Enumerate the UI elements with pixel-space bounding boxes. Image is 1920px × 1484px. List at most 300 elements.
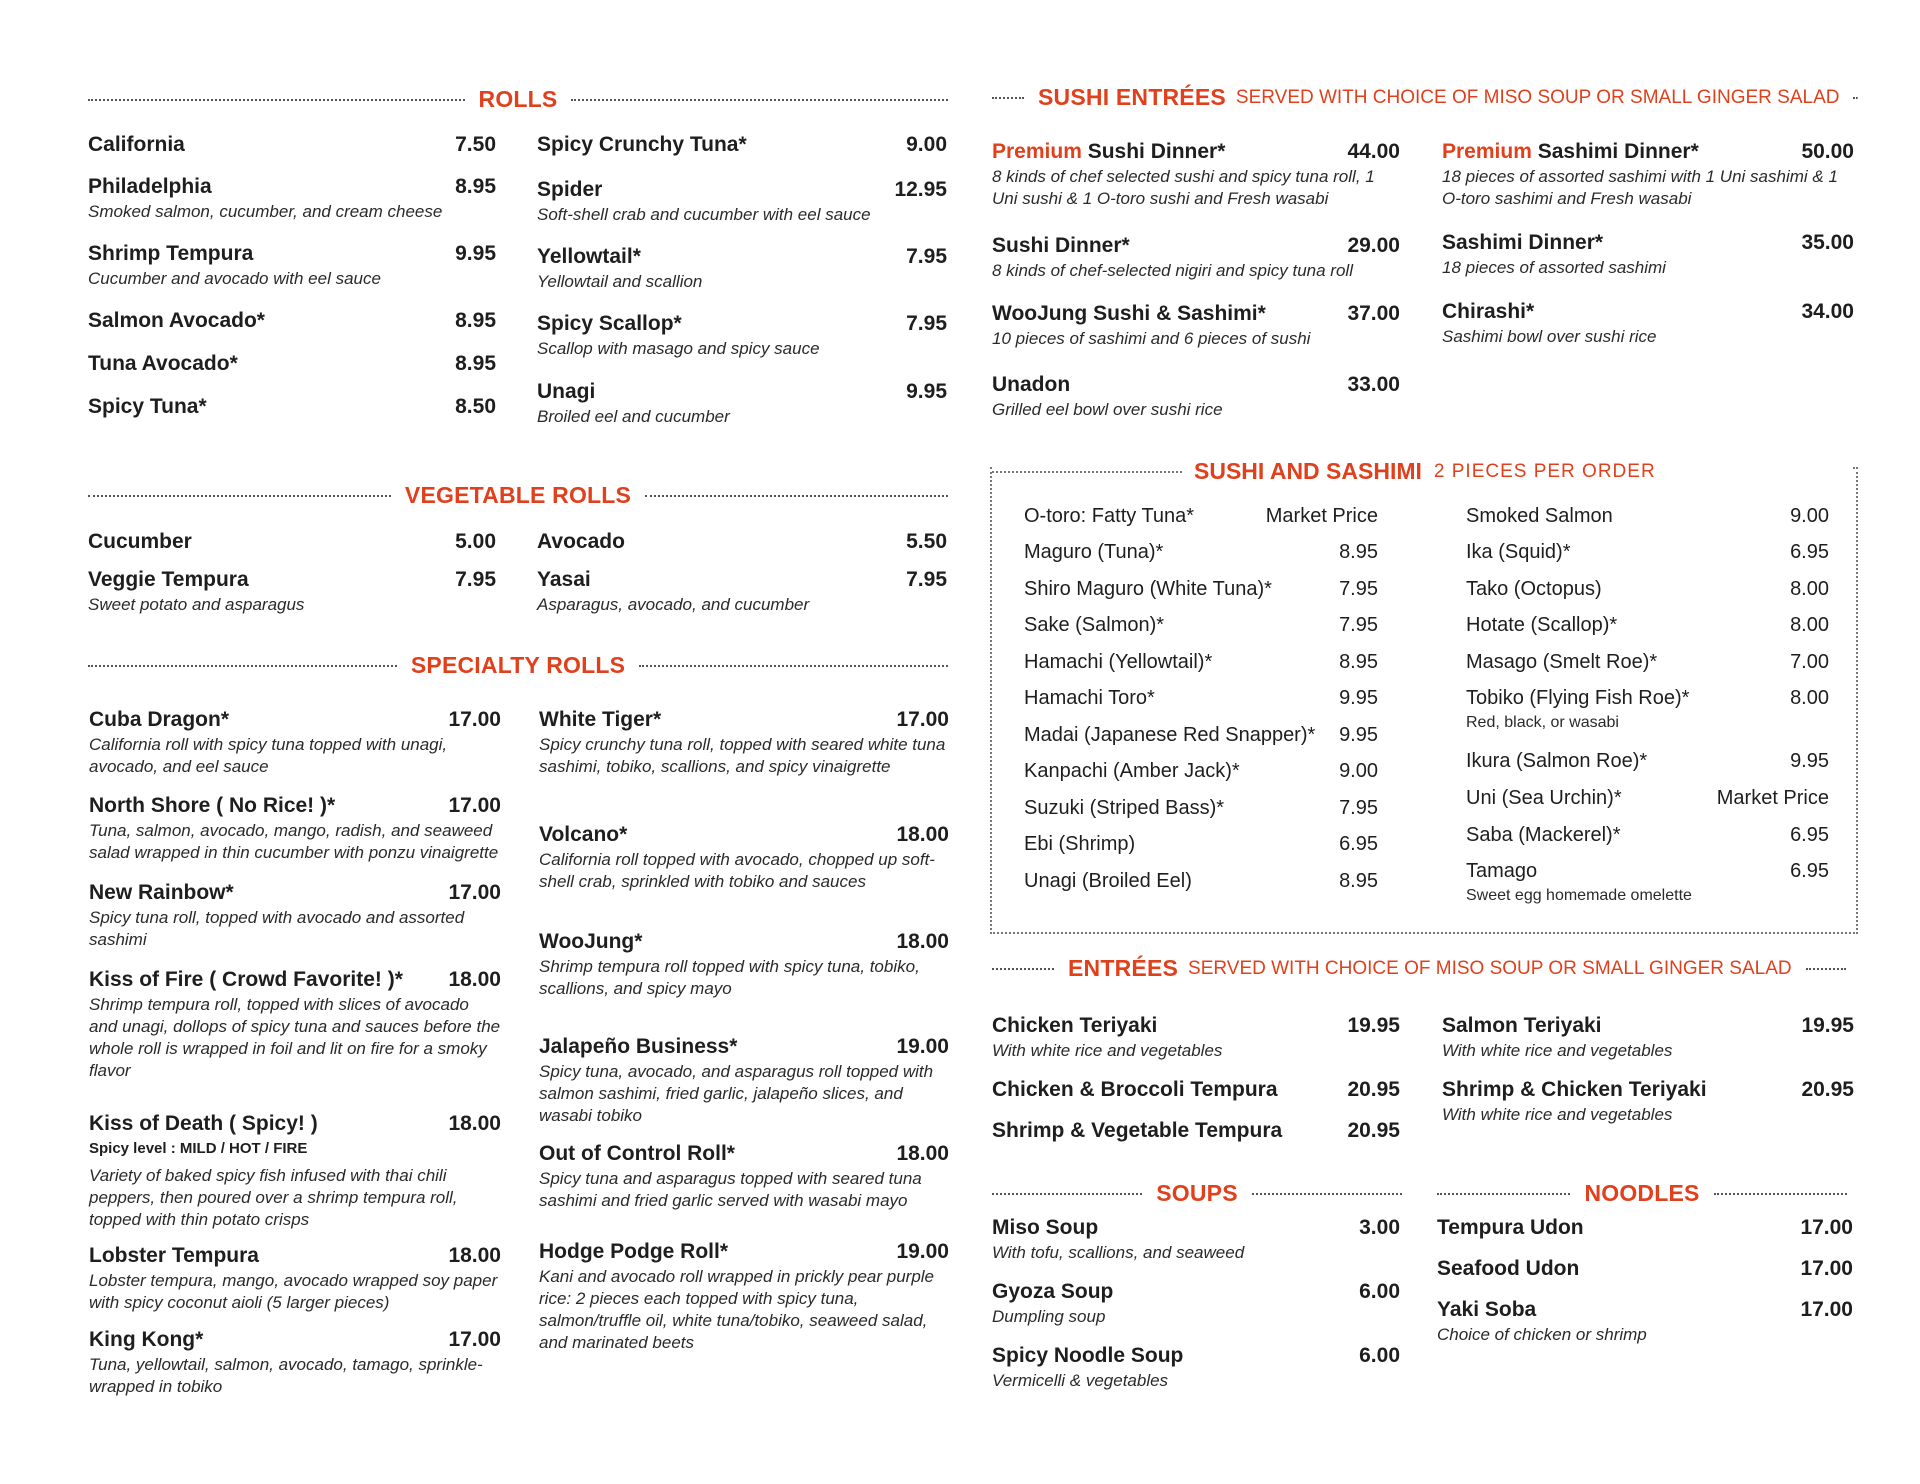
menu-item-description: Soft-shell crab and cucumber with eel sauce bbox=[537, 205, 871, 224]
menu-item-name-text: Salmon Avocado* bbox=[88, 309, 265, 332]
menu-item-name bbox=[1024, 505, 1194, 528]
menu-item-price: 7.50 bbox=[455, 133, 496, 156]
menu-item-price: 18.00 bbox=[896, 1142, 949, 1165]
menu-item-name-text: Spicy Tuna* bbox=[88, 395, 207, 418]
menu-item-price: 20.95 bbox=[1347, 1078, 1400, 1101]
section-title: NOODLES bbox=[1584, 1180, 1700, 1206]
menu-item-name-text: Kiss of Fire ( Crowd Favorite! )* bbox=[89, 968, 403, 991]
menu-item-name bbox=[1466, 578, 1602, 601]
divider bbox=[1806, 968, 1846, 970]
menu-item-description: Cucumber and avocado with eel sauce bbox=[88, 269, 381, 288]
menu-item-name bbox=[539, 1035, 737, 1059]
menu-item-name-text: Sushi Dinner* bbox=[992, 234, 1130, 257]
menu-item-description: Shrimp tempura roll, topped with slices of avocado and unagi, dollops of spicy tuna and sauces before the whole roll is wrapped in foil and lit on fire for a smoky flavor bbox=[89, 995, 501, 1080]
menu-item-name bbox=[992, 1014, 1157, 1038]
menu-item bbox=[88, 395, 496, 419]
menu-item-price: 33.00 bbox=[1347, 373, 1400, 396]
divider bbox=[88, 495, 391, 497]
menu-item-price: 9.95 bbox=[1339, 687, 1378, 709]
menu-item-row bbox=[1024, 870, 1378, 893]
menu-item-row bbox=[1437, 1216, 1853, 1240]
divider bbox=[1252, 1193, 1402, 1195]
menu-item-price: 8.95 bbox=[455, 175, 496, 198]
menu-item-description: Spicy tuna, avocado, and asparagus roll topped with salmon sashimi, fried garlic, jalapeño slices, and wasabi tobiko bbox=[539, 1062, 934, 1125]
menu-item-description: Yellowtail and scallion bbox=[537, 272, 703, 291]
menu-item bbox=[89, 708, 501, 778]
menu-item-price: 7.95 bbox=[1339, 578, 1378, 600]
menu-item-name bbox=[1437, 1216, 1584, 1240]
menu-item-price: 17.00 bbox=[896, 708, 949, 731]
menu-item-row bbox=[1024, 760, 1378, 783]
menu-item-name-text: Chirashi* bbox=[1442, 300, 1535, 323]
menu-item-row bbox=[537, 245, 947, 269]
menu-item-name bbox=[1466, 687, 1689, 710]
menu-item bbox=[88, 309, 496, 333]
menu-item-description: Lobster tempura, mango, avocado wrapped soy paper with spicy coconut aioli (5 larger pieces) bbox=[89, 1271, 498, 1312]
menu-item-name bbox=[1466, 787, 1622, 810]
menu-item bbox=[1466, 750, 1829, 773]
menu-item-price: 9.00 bbox=[1790, 505, 1829, 527]
menu-item-price: 9.95 bbox=[455, 242, 496, 265]
menu-item bbox=[1466, 614, 1829, 637]
menu-item bbox=[537, 312, 947, 360]
section-subtitle: SERVED WITH CHOICE OF MISO SOUP OR SMALL GINGER SALAD bbox=[1235, 86, 1840, 108]
menu-item-description: Vermicelli & vegetables bbox=[992, 1371, 1169, 1390]
menu-item-description: 8 kinds of chef-selected nigiri and spicy tuna roll bbox=[992, 261, 1353, 280]
menu-item bbox=[89, 794, 501, 864]
menu-item bbox=[1437, 1298, 1853, 1346]
menu-item bbox=[89, 968, 501, 1082]
menu-item-name-text: Ebi (Shrimp) bbox=[1024, 833, 1136, 855]
divider bbox=[88, 665, 397, 667]
menu-item-row bbox=[537, 530, 947, 554]
rolls-header bbox=[88, 86, 948, 113]
menu-item-row bbox=[1024, 614, 1378, 637]
menu-item bbox=[88, 133, 496, 157]
menu-item-name bbox=[992, 234, 1130, 258]
menu-item-row bbox=[89, 968, 501, 992]
menu-item-name-text: Tamago bbox=[1466, 860, 1538, 882]
menu-item-name bbox=[1437, 1257, 1579, 1281]
section-title: SUSHI ENTRÉES bbox=[1038, 84, 1226, 110]
menu-item-name bbox=[1466, 651, 1657, 674]
menu-item bbox=[1442, 300, 1854, 348]
menu-item-description: Choice of chicken or shrimp bbox=[1437, 1325, 1647, 1344]
menu-item-price: 8.00 bbox=[1790, 687, 1829, 709]
menu-item-row bbox=[539, 1240, 949, 1264]
menu-item bbox=[89, 1328, 501, 1398]
section-title: SPECIALTY ROLLS bbox=[410, 652, 626, 678]
menu-item-price: 9.00 bbox=[1339, 760, 1378, 782]
menu-item-row bbox=[539, 823, 949, 847]
menu-item-price: 37.00 bbox=[1347, 302, 1400, 325]
menu-item-name-text: WooJung* bbox=[539, 930, 643, 953]
menu-item bbox=[1024, 541, 1378, 564]
menu-item-row bbox=[1466, 541, 1829, 564]
menu-item-name-text: Tobiko (Flying Fish Roe)* bbox=[1466, 687, 1690, 709]
menu-item bbox=[992, 373, 1400, 421]
divider bbox=[992, 968, 1054, 970]
menu-item-name bbox=[89, 968, 403, 992]
menu-item-price: 17.00 bbox=[448, 881, 501, 904]
menu-item-row bbox=[1442, 231, 1854, 255]
menu-item-name bbox=[1024, 687, 1155, 710]
menu-item-name-text: Ikura (Salmon Roe)* bbox=[1466, 750, 1648, 772]
menu-item-row bbox=[1024, 833, 1378, 856]
menu-item-row bbox=[89, 1328, 501, 1352]
menu-item bbox=[992, 140, 1400, 210]
menu-item-row bbox=[1024, 541, 1378, 564]
menu-item-row bbox=[1466, 860, 1829, 883]
menu-item bbox=[537, 568, 947, 616]
menu-item-row bbox=[1466, 750, 1829, 773]
spicy-level: Spicy level : MILD / HOT / FIRE bbox=[89, 1140, 308, 1157]
menu-item-price: 7.95 bbox=[906, 312, 947, 335]
menu-item-price: 6.00 bbox=[1359, 1280, 1400, 1303]
menu-item-name-text: Unagi bbox=[537, 380, 596, 403]
menu-item-description: Asparagus, avocado, and cucumber bbox=[537, 595, 810, 614]
section-title: ROLLS bbox=[478, 86, 558, 112]
menu-item-row bbox=[992, 140, 1400, 164]
menu-item-price: 20.95 bbox=[1347, 1119, 1400, 1142]
menu-item-name-text: Volcano* bbox=[539, 823, 628, 846]
menu-item-description: Variety of baked spicy fish infused with thai chili peppers, then poured over a shrimp tempura roll, topped with thin potato crisps bbox=[89, 1166, 458, 1229]
menu-item-price: Market Price bbox=[1716, 787, 1829, 809]
menu-item-row bbox=[539, 708, 949, 732]
menu-item-price: 6.95 bbox=[1790, 541, 1829, 563]
menu-item-name-text: Yellowtail* bbox=[537, 245, 641, 268]
menu-item-name-text: New Rainbow* bbox=[89, 881, 234, 904]
divider bbox=[645, 495, 948, 497]
menu-item-row bbox=[992, 1216, 1400, 1240]
menu-item-name-text: Sushi Dinner* bbox=[1087, 140, 1226, 163]
menu-item-row bbox=[992, 1119, 1400, 1143]
menu-item bbox=[537, 178, 947, 226]
menu-item bbox=[992, 1280, 1400, 1328]
menu-item bbox=[992, 1119, 1400, 1143]
menu-item-name-text: Sashimi Dinner* bbox=[1537, 140, 1699, 163]
menu-item-name bbox=[1024, 870, 1192, 893]
menu-item bbox=[89, 1244, 501, 1314]
menu-item-price: 19.00 bbox=[896, 1035, 949, 1058]
menu-item-name-text: King Kong* bbox=[89, 1328, 204, 1351]
menu-item-price: 17.00 bbox=[448, 794, 501, 817]
menu-item-row bbox=[992, 302, 1400, 326]
menu-item bbox=[992, 1078, 1400, 1102]
menu-item-name-text: Hodge Podge Roll* bbox=[539, 1240, 728, 1263]
menu-item-name bbox=[89, 1328, 203, 1352]
menu-item-name bbox=[89, 708, 229, 732]
menu-item-description: California roll with spicy tuna topped with unagi, avocado, and eel sauce bbox=[89, 735, 448, 776]
menu-item-name-text: Cuba Dragon* bbox=[89, 708, 230, 731]
menu-item-name-text: Salmon Teriyaki bbox=[1442, 1014, 1602, 1037]
menu-item-name bbox=[537, 133, 747, 157]
menu-item-row bbox=[1466, 824, 1829, 847]
menu-item-row bbox=[1466, 505, 1829, 528]
menu-item-name bbox=[1466, 750, 1647, 773]
menu-item-description: 18 pieces of assorted sashimi with 1 Uni sashimi & 1 O-toro sashimi and Fresh wasabi bbox=[1442, 167, 1838, 208]
menu-item-row bbox=[89, 881, 501, 905]
menu-item-name-text: Tuna Avocado* bbox=[88, 352, 238, 375]
menu-item-name-text: Chicken Teriyaki bbox=[992, 1014, 1158, 1037]
menu-item bbox=[992, 1014, 1400, 1062]
menu-item bbox=[1466, 505, 1829, 528]
menu-item-description: Dumpling soup bbox=[992, 1307, 1106, 1326]
menu-item-row bbox=[992, 1078, 1400, 1102]
menu-item-row bbox=[992, 1280, 1400, 1304]
menu-item-name bbox=[537, 178, 602, 202]
menu-item-row bbox=[1466, 578, 1829, 601]
menu-item bbox=[1024, 505, 1378, 528]
menu-item bbox=[1024, 833, 1378, 856]
menu-item-name bbox=[537, 312, 682, 336]
menu-item-name-text: Yasai bbox=[537, 568, 591, 591]
menu-item bbox=[1437, 1216, 1853, 1240]
section-subtitle: SERVED WITH CHOICE OF MISO SOUP OR SMALL GINGER SALAD bbox=[1188, 957, 1792, 979]
menu-item-price: 18.00 bbox=[896, 823, 949, 846]
menu-item bbox=[992, 302, 1400, 350]
menu-item-name-text: Maguro (Tuna)* bbox=[1024, 541, 1164, 563]
menu-item-row bbox=[88, 530, 496, 554]
menu-item-name bbox=[539, 930, 642, 954]
menu-item-description: 18 pieces of assorted sashimi bbox=[1442, 258, 1666, 277]
menu-item bbox=[1024, 797, 1378, 820]
menu-item-price: 6.95 bbox=[1790, 824, 1829, 846]
menu-item-name-text: Spicy Noodle Soup bbox=[992, 1344, 1184, 1367]
sushi-sashimi-header bbox=[992, 458, 1852, 485]
menu-item-accent: Premium bbox=[992, 140, 1088, 163]
menu-item-description: With white rice and vegetables bbox=[1442, 1041, 1673, 1060]
menu-item-price: 7.95 bbox=[1339, 614, 1378, 636]
menu-item-name-text: Uni (Sea Urchin)* bbox=[1466, 787, 1622, 809]
menu-item-name-text: Veggie Tempura bbox=[88, 568, 249, 591]
menu-item-name-text: Yaki Soba bbox=[1437, 1298, 1537, 1321]
menu-item-row bbox=[88, 175, 496, 199]
menu-item bbox=[88, 352, 496, 376]
menu-item-name bbox=[537, 530, 625, 554]
menu-item-name bbox=[1466, 860, 1537, 883]
menu-item-price: 8.95 bbox=[1339, 541, 1378, 563]
menu-item-name-text: Cucumber bbox=[88, 530, 192, 553]
menu-item-name bbox=[992, 1280, 1113, 1304]
menu-item-name bbox=[88, 352, 238, 376]
menu-item-price: 17.00 bbox=[1800, 1298, 1853, 1321]
menu-item-name-text: Shrimp & Chicken Teriyaki bbox=[1442, 1078, 1707, 1101]
menu-item-name bbox=[88, 242, 253, 266]
menu-item-name-text: Jalapeño Business* bbox=[539, 1035, 738, 1058]
menu-item bbox=[1466, 651, 1829, 674]
menu-item-name bbox=[992, 1344, 1183, 1368]
menu-item-name-text: Smoked Salmon bbox=[1466, 505, 1613, 527]
menu-item-name bbox=[1024, 541, 1163, 564]
menu-item-name bbox=[1442, 231, 1603, 255]
menu-item-name bbox=[539, 823, 627, 847]
menu-item-name-text: Lobster Tempura bbox=[89, 1244, 259, 1267]
menu-item-name bbox=[89, 794, 335, 818]
sushi-entrees-header bbox=[992, 84, 1858, 111]
menu-item-name-text: Hotate (Scallop)* bbox=[1466, 614, 1618, 636]
menu-item bbox=[1466, 787, 1829, 810]
menu-item-row bbox=[1437, 1298, 1853, 1322]
menu-item-row bbox=[537, 178, 947, 202]
menu-item-description: Smoked salmon, cucumber, and cream cheese bbox=[88, 202, 443, 221]
menu-item-name bbox=[88, 530, 192, 554]
menu-item-row bbox=[89, 794, 501, 818]
menu-item-description: Sweet egg homemade omelette bbox=[1466, 887, 1692, 904]
menu-item-price: 8.95 bbox=[1339, 870, 1378, 892]
menu-item-row bbox=[537, 380, 947, 404]
menu-item-row bbox=[1437, 1257, 1853, 1281]
menu-item-name bbox=[88, 395, 207, 419]
menu-item-price: 6.00 bbox=[1359, 1344, 1400, 1367]
menu-item-name bbox=[1442, 1078, 1707, 1102]
menu-item-price: 18.00 bbox=[448, 1244, 501, 1267]
menu-item-price: 5.50 bbox=[906, 530, 947, 553]
menu-item-price: 9.00 bbox=[906, 133, 947, 156]
menu-item-name-text: Suzuki (Striped Bass)* bbox=[1024, 797, 1225, 819]
menu-item-name bbox=[1024, 651, 1212, 674]
menu-item-price: 50.00 bbox=[1801, 140, 1854, 163]
menu-item bbox=[539, 823, 949, 893]
menu-item-name-text: Ika (Squid)* bbox=[1466, 541, 1571, 563]
menu-item-description: Spicy tuna roll, topped with avocado and assorted sashimi bbox=[89, 908, 465, 949]
menu-item-name-text: WooJung Sushi & Sashimi* bbox=[992, 302, 1266, 325]
menu-item-name bbox=[537, 380, 595, 404]
menu-item-description: Red, black, or wasabi bbox=[1466, 714, 1619, 731]
menu-item-price: 7.00 bbox=[1790, 651, 1829, 673]
menu-item-name-text: Gyoza Soup bbox=[992, 1280, 1114, 1303]
menu-item-price: 8.00 bbox=[1790, 578, 1829, 600]
menu-item-name bbox=[1024, 760, 1240, 783]
menu-item bbox=[539, 930, 949, 1000]
menu-item-price: 18.00 bbox=[448, 968, 501, 991]
menu-item-price: 12.95 bbox=[894, 178, 947, 201]
section-title: SOUPS bbox=[1156, 1180, 1238, 1206]
menu-item-row bbox=[1442, 140, 1854, 164]
menu-item-description: With white rice and vegetables bbox=[1442, 1105, 1673, 1124]
menu-item-price: 34.00 bbox=[1801, 300, 1854, 323]
menu-item-price: 19.95 bbox=[1347, 1014, 1400, 1037]
menu-item bbox=[88, 530, 496, 554]
menu-item-name bbox=[1024, 833, 1135, 856]
menu-item bbox=[992, 234, 1400, 282]
menu-item-name bbox=[537, 245, 641, 269]
divider bbox=[1853, 97, 1858, 99]
section-title: VEGETABLE ROLLS bbox=[404, 482, 632, 508]
menu-item-name bbox=[88, 133, 185, 157]
menu-item-name bbox=[1442, 140, 1699, 164]
menu-item-name bbox=[992, 373, 1070, 397]
menu-item bbox=[1024, 760, 1378, 783]
menu-item-description: Tuna, yellowtail, salmon, avocado, tamago, sprinkle-wrapped in tobiko bbox=[89, 1355, 483, 1396]
menu-item-description: Broiled eel and cucumber bbox=[537, 407, 730, 426]
menu-item-row bbox=[1442, 1014, 1854, 1038]
menu-item-row bbox=[992, 234, 1400, 258]
vegetable-rolls-header bbox=[88, 482, 948, 509]
menu-item bbox=[1437, 1257, 1853, 1281]
menu-item-name bbox=[539, 708, 661, 732]
menu-item-row bbox=[89, 1112, 501, 1136]
menu-item-name bbox=[992, 1078, 1278, 1102]
menu-item-row bbox=[1442, 300, 1854, 324]
menu-item-row bbox=[992, 1014, 1400, 1038]
menu-item-name bbox=[1024, 724, 1315, 747]
menu-item-name-text: Unagi (Broiled Eel) bbox=[1024, 870, 1192, 892]
menu-item-name bbox=[88, 568, 249, 592]
section-title: SUSHI AND SASHIMI bbox=[1194, 458, 1422, 484]
menu-item-name bbox=[1466, 505, 1613, 528]
menu-item bbox=[1024, 614, 1378, 637]
menu-item-name bbox=[992, 140, 1225, 164]
menu-item-name-text: Out of Control Roll* bbox=[539, 1142, 735, 1165]
menu-item-price: 9.95 bbox=[1790, 750, 1829, 772]
menu-item-name bbox=[1442, 300, 1534, 324]
menu-item-name bbox=[1437, 1298, 1536, 1322]
menu-item-price: 35.00 bbox=[1801, 231, 1854, 254]
menu-item-description: With white rice and vegetables bbox=[992, 1041, 1223, 1060]
menu-item-row bbox=[1466, 614, 1829, 637]
menu-item-description: Sashimi bowl over sushi rice bbox=[1442, 327, 1657, 346]
menu-item-description: Tuna, salmon, avocado, mango, radish, and seaweed salad wrapped in thin cucumber with ponzu vinaigrette bbox=[89, 821, 499, 862]
menu-item-description: Kani and avocado roll wrapped in prickly pear purple rice: 2 pieces each topped with spicy tuna, salmon/truffle oil, white tuna/tobiko, seaweed salad, and marinated beets bbox=[539, 1267, 935, 1352]
menu-item-name-text: California bbox=[88, 133, 185, 156]
menu-item-description: With tofu, scallions, and seaweed bbox=[992, 1243, 1245, 1262]
menu-item-name bbox=[89, 881, 234, 905]
menu-item-row bbox=[88, 395, 496, 419]
menu-item bbox=[537, 380, 947, 428]
menu-item bbox=[1024, 724, 1378, 747]
menu-item-description: Scallop with masago and spicy sauce bbox=[537, 339, 820, 358]
menu-item-name-text: Tako (Octopus) bbox=[1466, 578, 1602, 600]
menu-item-price: 17.00 bbox=[448, 708, 501, 731]
menu-item-name-text: Spicy Scallop* bbox=[537, 312, 682, 335]
menu-item-row bbox=[1442, 1078, 1854, 1102]
menu-item-row bbox=[537, 312, 947, 336]
menu-item-row bbox=[992, 373, 1400, 397]
menu-item-row bbox=[537, 568, 947, 592]
menu-item-row bbox=[88, 568, 496, 592]
menu-item-name-text: Miso Soup bbox=[992, 1216, 1099, 1239]
menu-item-price: 44.00 bbox=[1347, 140, 1400, 163]
menu-item bbox=[1442, 1014, 1854, 1062]
menu-item-name-text: Tempura Udon bbox=[1437, 1216, 1584, 1239]
menu-item-name-text: Sashimi Dinner* bbox=[1442, 231, 1604, 254]
menu-item-name bbox=[1466, 824, 1621, 847]
menu-item-description: Sweet potato and asparagus bbox=[88, 595, 305, 614]
divider bbox=[992, 97, 1024, 99]
menu-item-name-text: Kanpachi (Amber Jack)* bbox=[1024, 760, 1240, 782]
menu-item-row bbox=[1024, 578, 1378, 601]
menu-item-price: 8.95 bbox=[455, 352, 496, 375]
menu-item bbox=[1024, 651, 1378, 674]
menu-item-row bbox=[1024, 724, 1378, 747]
menu-item-price: 5.00 bbox=[455, 530, 496, 553]
menu-item-name-text: Unadon bbox=[992, 373, 1071, 396]
divider bbox=[1437, 1193, 1570, 1195]
menu-item-name-text: Chicken & Broccoli Tempura bbox=[992, 1078, 1278, 1101]
menu-item-name-text: Shrimp & Vegetable Tempura bbox=[992, 1119, 1283, 1142]
menu-item bbox=[88, 175, 496, 223]
menu-item-name-text: White Tiger* bbox=[539, 708, 662, 731]
menu-item bbox=[1442, 140, 1854, 210]
menu-item-name-text: Shrimp Tempura bbox=[88, 242, 254, 265]
menu-item-name-text: Masago (Smelt Roe)* bbox=[1466, 651, 1658, 673]
menu-item bbox=[539, 1035, 949, 1127]
menu-item-price: 7.95 bbox=[906, 245, 947, 268]
menu-item-name bbox=[1024, 797, 1224, 820]
entrees-header bbox=[992, 955, 1846, 982]
menu-item-price: 6.95 bbox=[1790, 860, 1829, 882]
